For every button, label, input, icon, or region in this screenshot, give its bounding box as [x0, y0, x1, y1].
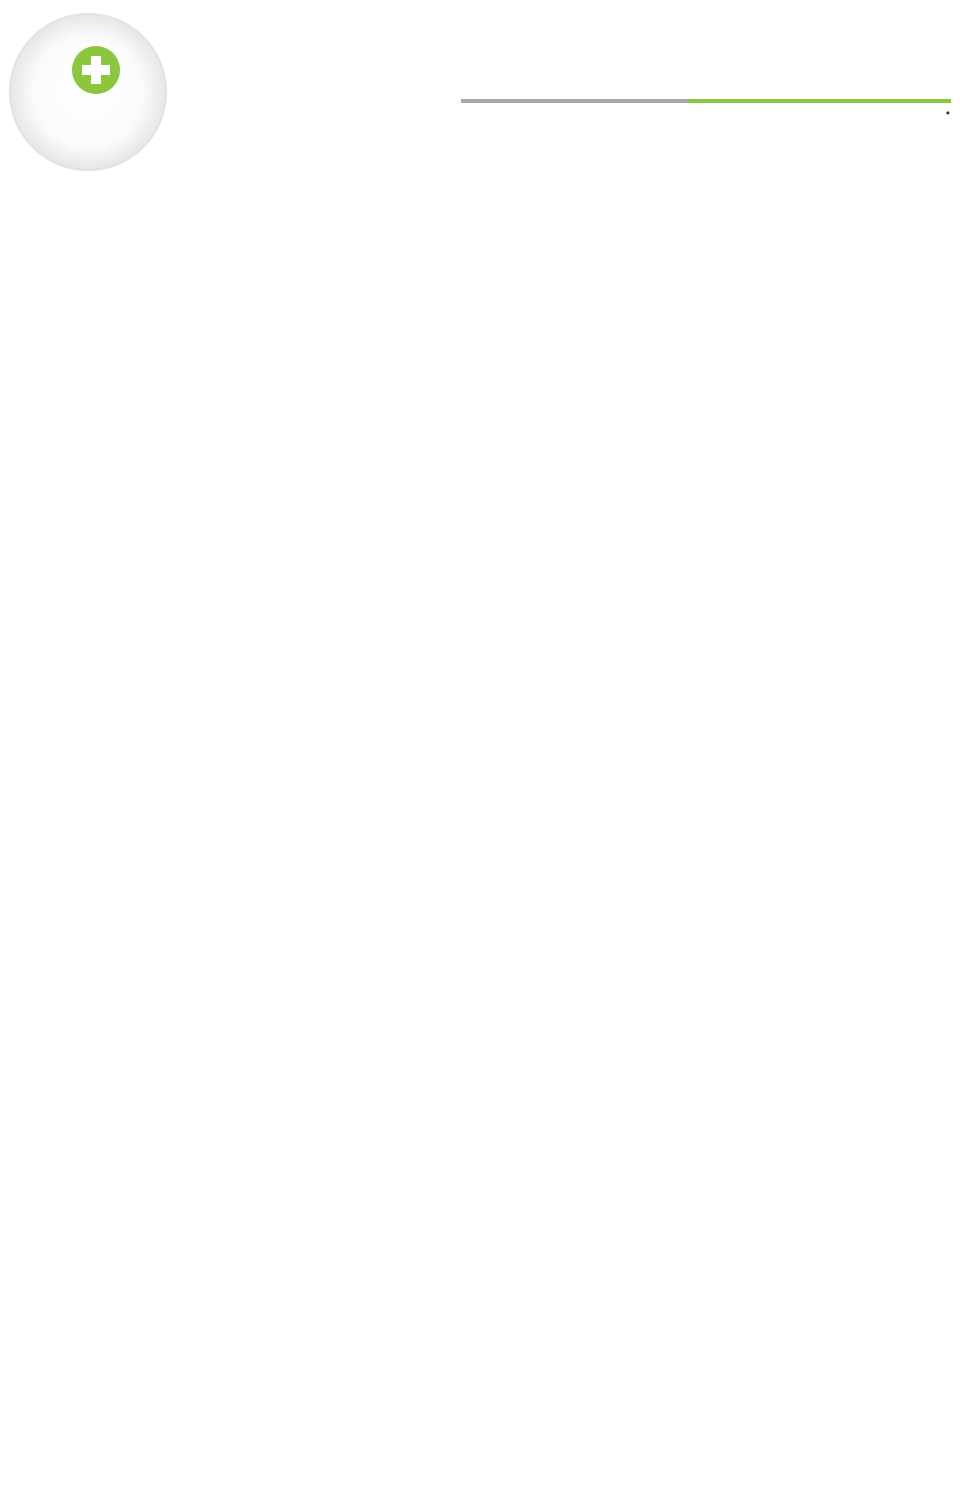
ezdrowie-logo — [0, 0, 175, 175]
header-divider-accent — [689, 99, 951, 103]
phone-line — [461, 107, 951, 121]
separator-dot: • — [944, 108, 951, 120]
header-divider — [461, 99, 951, 103]
contact-block — [461, 107, 951, 121]
institution-header — [461, 94, 951, 121]
